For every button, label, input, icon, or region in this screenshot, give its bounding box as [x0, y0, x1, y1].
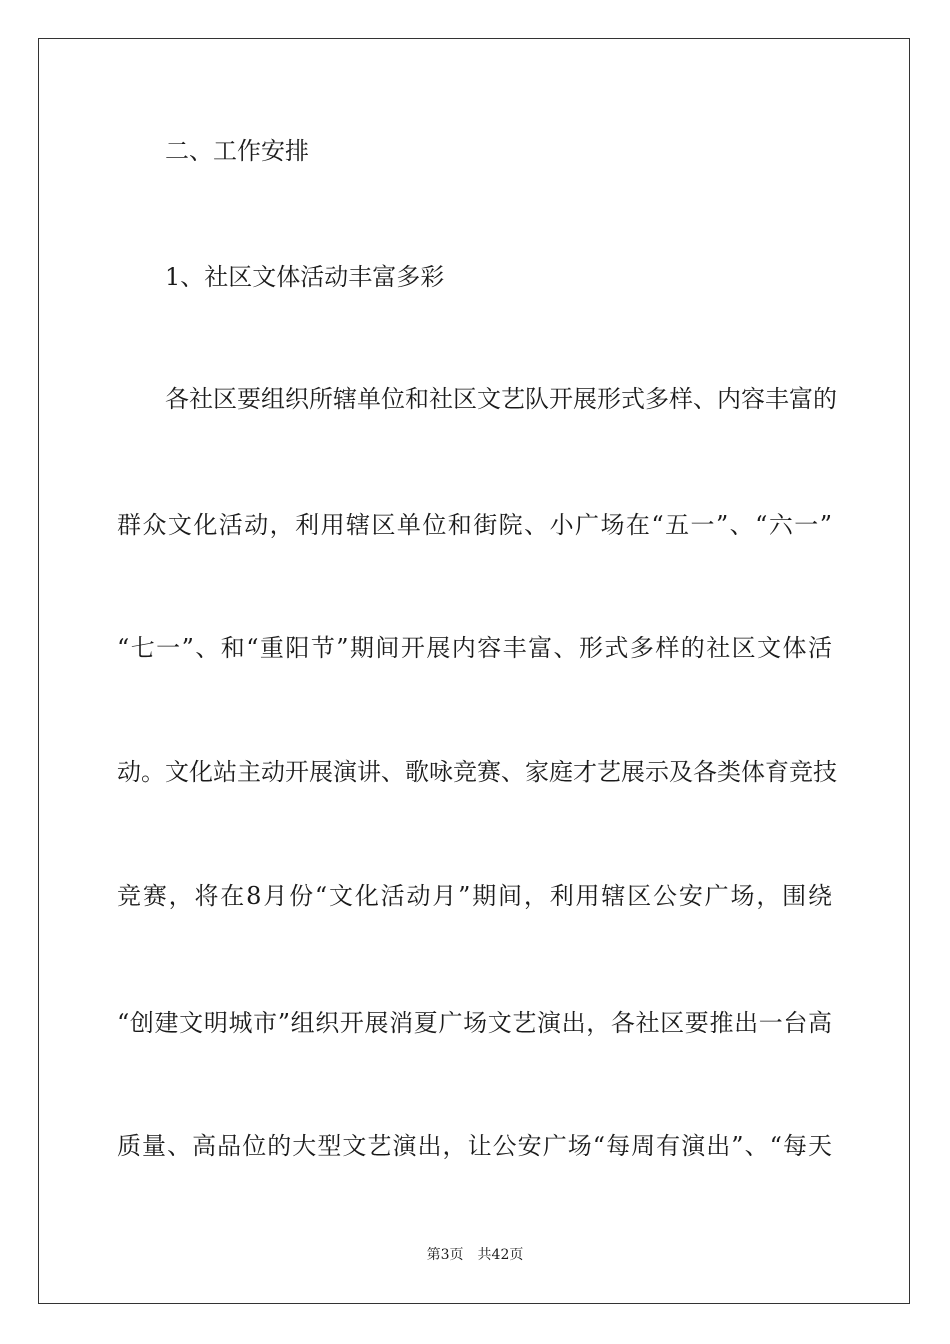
- paragraph-line-7: 质量、高品位的大型文艺演出，让公安广场“每周有演出”、“每天: [117, 1132, 832, 1160]
- paragraph-line-5: 竞赛，将在8月份“文化活动月”期间，利用辖区公安广场，围绕: [117, 882, 832, 910]
- paragraph-line-2: 群众文化活动，利用辖区单位和街院、小广场在“五一”、“六一”: [117, 511, 832, 539]
- paragraph-line-1: 各社区要组织所辖单位和社区文艺队开展形式多样、内容丰富的: [165, 385, 837, 413]
- paragraph-line-4: 动。文化站主动开展演讲、歌咏竞赛、家庭才艺展示及各类体育竞技: [117, 758, 837, 786]
- paragraph-line-3: “七一”、和“重阳节”期间开展内容丰富、形式多样的社区文体活: [117, 634, 832, 662]
- page-footer: [0, 1246, 950, 1264]
- page-number: 第3页: [426, 1247, 464, 1263]
- section-heading: 二、工作安排: [165, 137, 309, 165]
- total-pages: 共42页: [477, 1247, 524, 1263]
- page-border: [38, 38, 910, 1304]
- paragraph-line-6: “创建文明城市”组织开展消夏广场文艺演出，各社区要推出一台高: [117, 1009, 832, 1037]
- subsection-heading: 1、社区文体活动丰富多彩: [165, 263, 445, 291]
